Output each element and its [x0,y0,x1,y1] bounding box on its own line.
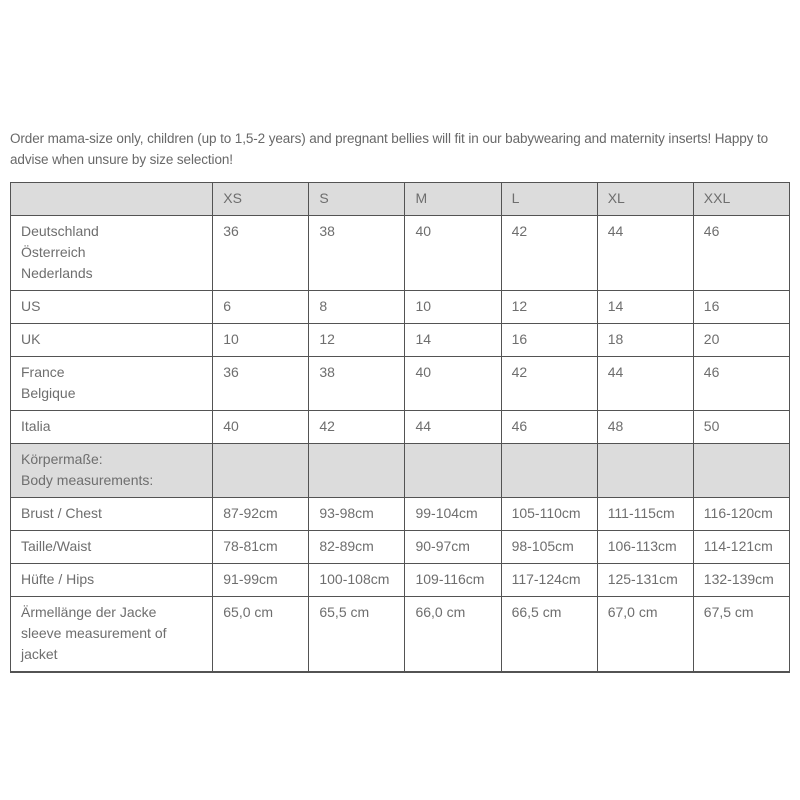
size-column-header-l: L [501,183,597,216]
table-row [11,291,790,324]
size-value-cell: 91-99cm [213,564,309,597]
table-row [11,411,790,444]
size-value-cell: 65,5 cm [309,597,405,673]
size-value-cell: 40 [213,411,309,444]
row-label-cell [11,411,213,444]
size-value-cell: 117-124cm [501,564,597,597]
size-value-cell: 90-97cm [405,531,501,564]
size-value-cell: 44 [597,216,693,291]
row-label-line: Deutschland [21,223,99,239]
row-label-cell [11,444,213,498]
size-value-cell: 16 [693,291,789,324]
row-label-line: Nederlands [21,265,93,281]
size-value-cell: 8 [309,291,405,324]
corner-header-cell [11,183,213,216]
size-value-cell: 38 [309,357,405,411]
size-value-cell: 50 [693,411,789,444]
table-row [11,531,790,564]
row-label-line: sleeve measurement of jacket [21,625,167,662]
size-value-cell: 67,5 cm [693,597,789,673]
table-row [11,357,790,411]
row-label-cell [11,531,213,564]
size-table-body [11,216,790,673]
size-value-cell [309,444,405,498]
size-value-cell: 48 [597,411,693,444]
size-value-cell: 14 [405,324,501,357]
row-label-line: France [21,364,65,380]
row-label-line: Belgique [21,385,76,401]
size-value-cell [213,444,309,498]
size-value-cell: 132-139cm [693,564,789,597]
size-value-cell: 46 [501,411,597,444]
row-label-line: Body measurements: [21,472,154,488]
size-value-cell: 36 [213,216,309,291]
size-value-cell: 114-121cm [693,531,789,564]
row-label-line: Taille/Waist [21,538,92,554]
size-value-cell: 93-98cm [309,498,405,531]
row-label-line: Körpermaße: [21,451,103,467]
size-value-cell: 44 [597,357,693,411]
size-value-cell: 66,0 cm [405,597,501,673]
size-value-cell: 12 [501,291,597,324]
size-value-cell: 36 [213,357,309,411]
size-value-cell: 16 [501,324,597,357]
size-value-cell: 44 [405,411,501,444]
table-row [11,564,790,597]
size-value-cell: 46 [693,216,789,291]
size-value-cell: 42 [501,357,597,411]
row-label-cell [11,216,213,291]
table-row [11,597,790,673]
size-table-header [11,183,790,216]
size-value-cell: 125-131cm [597,564,693,597]
row-label-cell [11,291,213,324]
size-value-cell: 106-113cm [597,531,693,564]
size-value-cell [501,444,597,498]
table-row [11,324,790,357]
row-label-cell [11,597,213,673]
size-value-cell: 42 [501,216,597,291]
size-value-cell: 14 [597,291,693,324]
size-value-cell: 40 [405,357,501,411]
table-row [11,216,790,291]
size-value-cell: 10 [405,291,501,324]
size-value-cell: 82-89cm [309,531,405,564]
size-value-cell: 20 [693,324,789,357]
size-column-header-xl: XL [597,183,693,216]
row-label-line: Österreich [21,244,86,260]
size-value-cell: 100-108cm [309,564,405,597]
row-label-cell [11,324,213,357]
row-label-line: UK [21,331,41,347]
row-label-cell [11,498,213,531]
size-header-row [11,183,790,216]
size-column-header-m: M [405,183,501,216]
size-value-cell: 99-104cm [405,498,501,531]
row-label-line: Hüfte / Hips [21,571,95,587]
size-chart-table [10,182,790,673]
size-value-cell: 87-92cm [213,498,309,531]
row-label-line: Brust / Chest [21,505,102,521]
size-column-header-xxl: XXL [693,183,789,216]
size-column-header-s: S [309,183,405,216]
size-value-cell: 42 [309,411,405,444]
size-value-cell: 65,0 cm [213,597,309,673]
size-value-cell: 105-110cm [501,498,597,531]
row-label-line: US [21,298,41,314]
row-label-cell [11,564,213,597]
size-value-cell [405,444,501,498]
row-label-line: Italia [21,418,51,434]
size-value-cell: 78-81cm [213,531,309,564]
size-column-header-xs: XS [213,183,309,216]
size-value-cell [597,444,693,498]
section-row [11,444,790,498]
size-value-cell: 38 [309,216,405,291]
row-label-cell [11,357,213,411]
size-value-cell: 40 [405,216,501,291]
size-value-cell: 6 [213,291,309,324]
table-row [11,498,790,531]
size-value-cell: 46 [693,357,789,411]
size-value-cell [693,444,789,498]
size-value-cell: 109-116cm [405,564,501,597]
size-value-cell: 66,5 cm [501,597,597,673]
size-value-cell: 116-120cm [693,498,789,531]
intro-text: Order mama-size only, children (up to 1,5-2 years) and pregnant bellies will fit in our babywearing and maternity inserts! Happy to advise when unsure by size selection! [10,131,769,167]
size-value-cell: 98-105cm [501,531,597,564]
row-label-line: Ärmellänge der Jacke [21,604,157,620]
size-value-cell: 111-115cm [597,498,693,531]
size-value-cell: 18 [597,324,693,357]
size-value-cell: 67,0 cm [597,597,693,673]
size-value-cell: 12 [309,324,405,357]
size-value-cell: 10 [213,324,309,357]
